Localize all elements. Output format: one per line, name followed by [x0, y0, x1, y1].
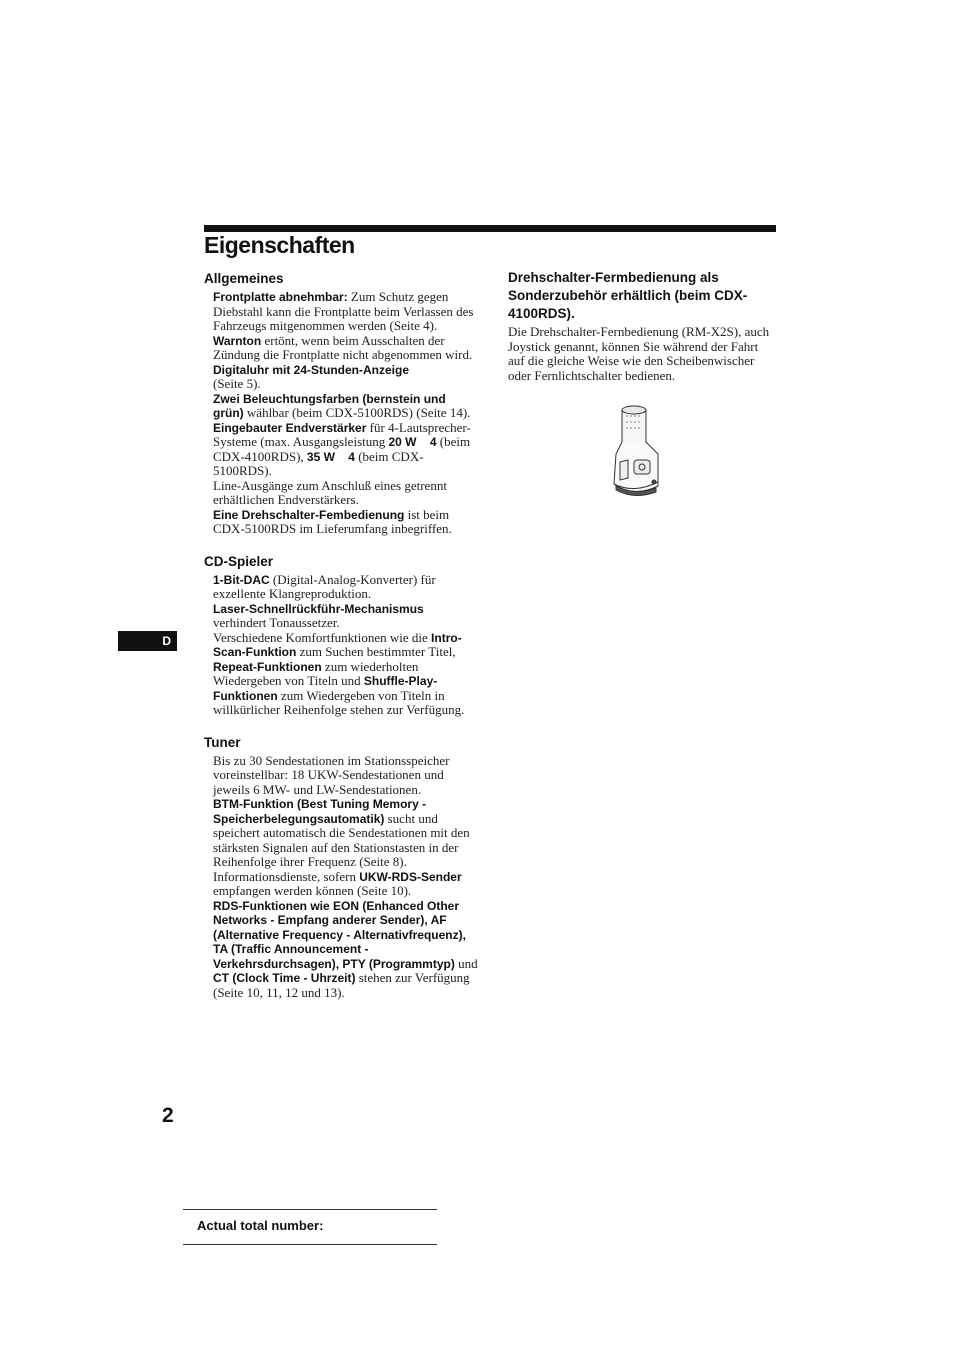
bold-term: Eingebauter Endverstärker: [213, 420, 367, 435]
text: (beim CDX-4100RDS),: [213, 434, 471, 464]
paragraph: [213, 797, 479, 870]
paragraph: Bis zu 30 Sendestationen im Stationsspeicher voreinstellbar: 18 UKW-Sendestationen und jeweils 6 MW- und LW-Sendestationen.: [213, 752, 450, 797]
section-heading: Tuner: [204, 734, 241, 750]
text: Verschiedene Komfortfunktionen wie die: [213, 629, 432, 645]
section-allgemeines: [204, 270, 479, 537]
section-body: [213, 290, 479, 537]
paragraph: Line-Ausgänge zum Anschluß eines getrennt erhältlichen Endverstärkers.: [213, 477, 447, 507]
bold-term: Warnton: [213, 333, 262, 348]
paragraph: [213, 870, 479, 899]
bold-term: 20 W 4: [388, 435, 437, 449]
right-column: [508, 269, 770, 383]
text: stehen zur Verfügung (Seite 10, 11, 12 und 13).: [213, 970, 470, 1000]
footer-label: Actual total number:: [197, 1218, 324, 1233]
paragraph: [213, 421, 479, 479]
section-body: [213, 573, 479, 718]
paragraph: Die Drehschalter-Fernbedienung (RM-X2S), auch Joystick genannt, können Sie während der Fahrt auf die gleiche Weise wie den Scheibenwischer oder Fernlichtschalter bedienen.: [508, 324, 770, 383]
paragraph: [213, 290, 479, 334]
bold-term: 1-Bit-DAC: [213, 572, 270, 587]
text: (Digital-Analog-Konverter) für exzellente Klangreproduktion.: [213, 571, 436, 601]
text: empfangen werden können (Seite 10).: [213, 883, 412, 898]
bold-term: CT (Clock Time - Uhrzeit): [213, 971, 356, 985]
text: sucht und speichert automatisch die Sendestationen mit den stärksten Signalen auf den Stationstasten in der Reihenfolge ihrer Frequenz (Seite 8).: [213, 810, 470, 869]
page-title: Eigenschaften: [204, 232, 355, 258]
text: (Seite 5).: [213, 376, 261, 391]
bold-term: Shuffle-Play-Funktionen: [213, 674, 438, 703]
bold-term: Zwei Beleuchtungsfarben (bernstein und grün): [213, 391, 446, 420]
text: (beim CDX-5100RDS).: [213, 448, 424, 478]
section-heading: Allgemeines: [204, 271, 284, 286]
language-tab: D: [118, 631, 177, 651]
paragraph: [213, 334, 479, 363]
section-tuner: [204, 734, 479, 1001]
paragraph: [213, 392, 479, 421]
title-rule: [204, 225, 776, 232]
bold-term: Intro-Scan-Funktion: [213, 630, 462, 659]
left-column: [204, 270, 479, 1000]
section-cd-spieler: [204, 553, 479, 718]
bold-term: Digitaluhr mit 24-Stunden-Anzeige: [213, 362, 410, 377]
bold-term: BTM-Funktion (Best Tuning Memory - Speicherbelegungsautomatik): [213, 797, 427, 826]
page-number: 2: [162, 1104, 174, 1127]
bold-term: Eine Drehschalter-Fembedienung: [213, 507, 405, 522]
paragraph: [213, 631, 479, 718]
text: zum wiederholten Wiedergeben von Titeln und: [213, 658, 419, 688]
section-heading: Drehschalter-Fermbedienung als Sonderzubehör erhältlich (beim CDX-4100RDS).: [508, 270, 748, 321]
paragraph: [213, 899, 479, 1001]
text: für 4-Lautsprecher-Systeme (max. Ausgangsleistung: [213, 419, 471, 449]
paragraph: [213, 602, 479, 631]
section-body: [213, 754, 479, 1001]
footer-box: [183, 1209, 437, 1245]
text: wählbar (beim CDX-5100RDS) (Seite 14).: [243, 405, 471, 420]
bold-term: RDS-Funktionen wie EON (Enhanced Other Networks - Empfang anderer Sender), AF (Alternative Frequency - Alternativfrequenz), TA (Traffic Announcement - Verkehrsdurchsagen), PTY (Programmtyp): [213, 898, 466, 971]
text: ist beim CDX-5100RDS im Lieferumfang inbegriffen.: [213, 506, 452, 536]
text: zum Wiedergeben von Titeln in willkürlicher Reihenfolge stehen zur Verfügung.: [213, 687, 465, 717]
text: zum Suchen bestimmter Titel,: [296, 644, 456, 659]
bold-term: 35 W 4: [306, 449, 355, 464]
text: verhindert Tonaussetzer.: [213, 615, 340, 630]
paragraph: [213, 573, 479, 602]
paragraph: [213, 363, 479, 392]
bold-term: Frontplatte abnehmbar:: [213, 290, 348, 304]
bold-term: Laser-Schnellrückführ-Mechanismus: [213, 601, 424, 616]
text: ertönt, wenn beim Ausschalten der Zündung die Frontplatte nicht abgenommen wird.: [213, 332, 473, 362]
text: und: [454, 955, 478, 971]
text: Zum Schutz gegen Diebstahl kann die Frontplatte beim Verlassen des Fahrzeugs mitgenommen werden (Seite 4).: [213, 289, 474, 333]
bold-term: UKW-RDS-Sender: [359, 869, 462, 884]
text: Informationsdienste, sofern: [213, 868, 360, 884]
paragraph: [213, 508, 479, 537]
section-heading: CD-Spieler: [204, 553, 274, 569]
bold-term: Repeat-Funktionen: [213, 659, 322, 674]
rotary-remote-illustration: [606, 402, 664, 498]
